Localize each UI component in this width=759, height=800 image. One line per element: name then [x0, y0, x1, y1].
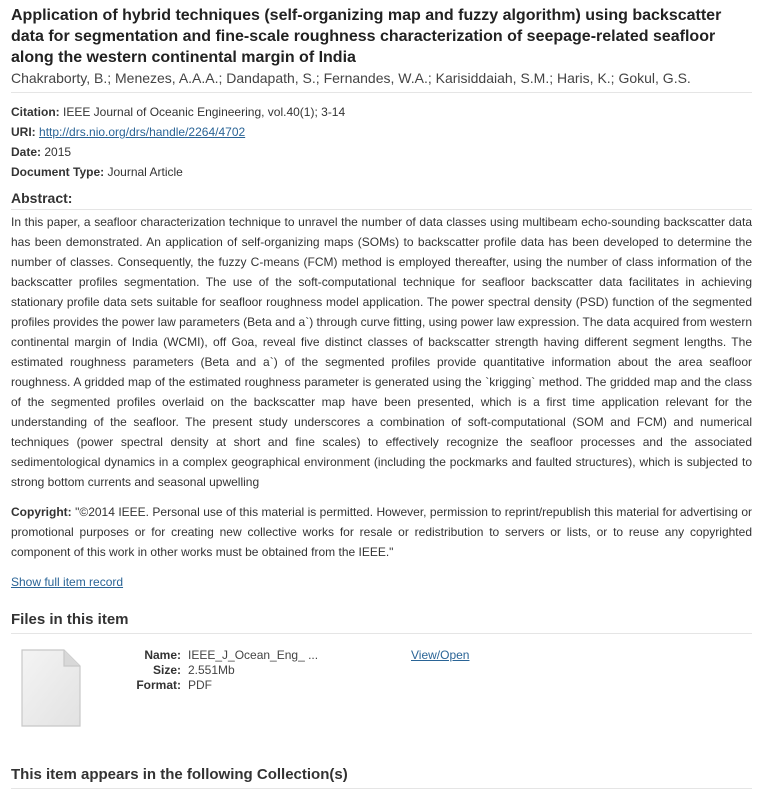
metadata-block: [11, 102, 752, 182]
collections-heading: This item appears in the following Collection(s): [11, 766, 348, 783]
file-name-value: IEEE_J_Ocean_Eng_ ...: [188, 648, 319, 662]
doctype-label: Document Type:: [11, 165, 105, 179]
file-metadata: [121, 648, 318, 693]
uri-label: URI:: [11, 125, 36, 139]
doctype-value: Journal Article: [107, 165, 183, 179]
date-label: Date:: [11, 145, 42, 159]
citation-value: IEEE Journal of Oceanic Engineering, vol.40(1); 3-14: [63, 105, 346, 119]
file-format-value: PDF: [188, 678, 212, 692]
item-title: Application of hybrid techniques (self-organizing map and fuzzy algorithm) using backscatter data for segmentation and fine-scale roughness characterization of seepage-related seafloor along the western continental margin of India: [11, 7, 722, 66]
uri-link[interactable]: http://drs.nio.org/drs/handle/2264/4702: [39, 125, 246, 139]
file-size-row: [121, 663, 318, 678]
abstract-text: In this paper, a seafloor characterization technique to unravel the number of data classes using multibeam echo-sounding backscatter data has been demonstrated. An application of self-organizing maps (SOMs) to backscatter profile data has been developed to determine the number of classes. Consequently, the fuzzy C-means (FCM) method is employed thereafter, using the number of class information of the backscatter profiles segmentation. The use of the soft-computational technique for seafloor backscatter data facilitates in achieving stationary profile data sets suitable for seafloor roughness model application. The power spectral density (PSD) function of the segmented profiles provides the power law parameters (Beta and a`) through curve fitting, using power law expression. The data acquired from western continental margin of India (WCMI), off Goa, reveal five distinct classes of backscatter strength having different segment lengths. The estimated roughness parameters (Beta and a`) of the segmented profiles provide quantitative information about the area seafloor roughness. A gridded map of the estimated roughness parameter is generated using the `krigging` method. The gridded map and the class of the segmented profiles overlaid on the backscatter map have been presented, which is a first time application relevant for the understanding of the seafloor. The present study underscores a combination of soft-computational (SOM and FCM) and numerical techniques (power spectral density at short and fine scales) to effectively recognize the seafloor processes and the associated sedimentological dynamics in a complex geographical environment (including the pockmarks and faulted structures), which is subjected to strong bottom currents and seasonal upwelling: [11, 215, 752, 489]
item-authors: Chakraborty, B.; Menezes, A.A.A.; Dandapath, S.; Fernandes, W.A.; Karisiddaiah, S.M.; Haris, K.; Gokul, G.S.: [11, 70, 691, 86]
file-name-label: Name:: [144, 648, 181, 662]
document-icon[interactable]: [20, 648, 82, 728]
file-size-label: Size:: [152, 663, 181, 677]
file-size-value: 2.551Mb: [188, 663, 235, 677]
title-divider: [11, 92, 752, 93]
date-value: 2015: [44, 145, 72, 159]
copyright-block: [11, 502, 752, 562]
doctype-row: [11, 162, 752, 182]
view-open-link[interactable]: View/Open: [411, 648, 470, 662]
abstract-divider: [11, 209, 752, 210]
file-format-row: [121, 678, 318, 693]
copyright-label: Copyright:: [11, 505, 72, 519]
collections-divider: [11, 788, 752, 789]
copyright-text: "©2014 IEEE. Personal use of this material is permitted. However, permission to reprint/republish this material for advertising or promotional purposes or for creating new collective works for resale or redistribution to servers or lists, or to reuse any copyrighted component of this work in other works must be obtained from the IEEE.": [11, 505, 752, 559]
uri-row: [11, 122, 752, 142]
files-heading: Files in this item: [11, 611, 129, 628]
file-name-row: [121, 648, 318, 663]
abstract-heading: Abstract:: [11, 190, 73, 206]
citation-row: [11, 102, 752, 122]
show-full-record-link[interactable]: Show full item record: [11, 575, 124, 589]
citation-label: Citation:: [11, 105, 60, 119]
date-row: [11, 142, 752, 162]
file-item: [11, 634, 752, 739]
file-format-label: Format:: [136, 678, 181, 692]
